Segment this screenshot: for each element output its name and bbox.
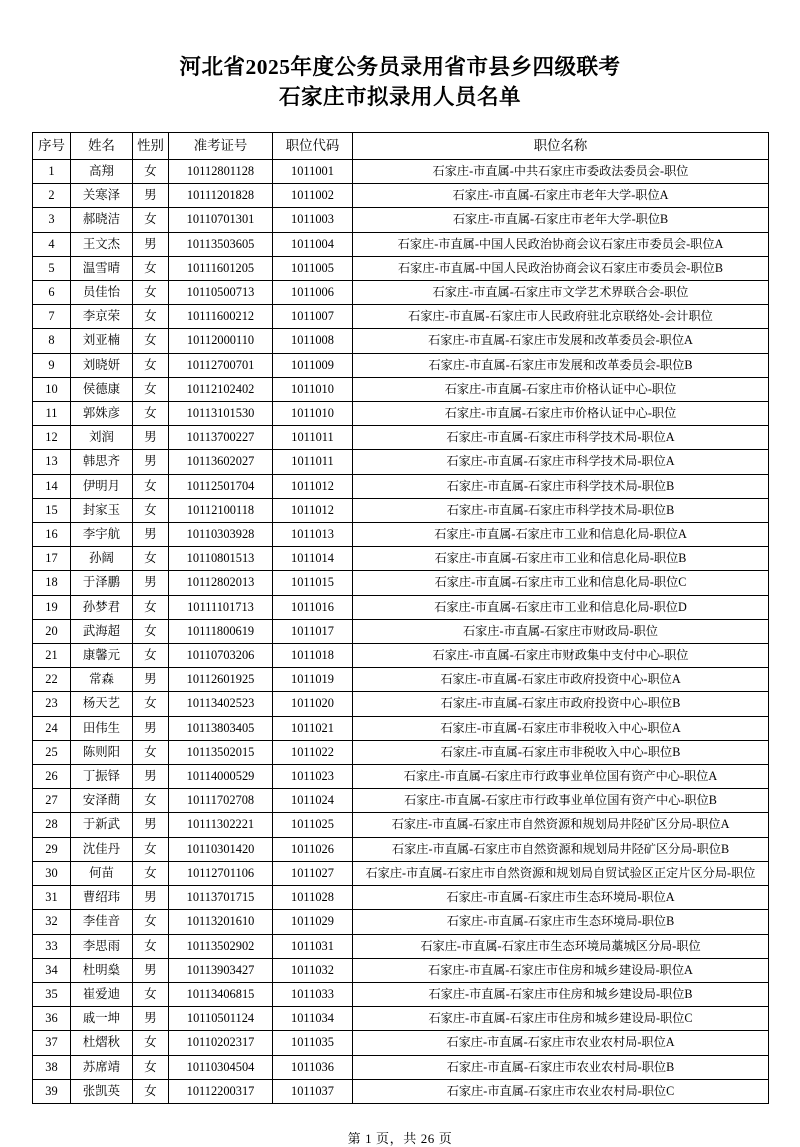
cell-name: 丁振铎 <box>71 765 133 789</box>
cell-sex: 男 <box>133 450 169 474</box>
cell-position-name: 石家庄-市直属-石家庄市发展和改革委员会-职位A <box>353 329 769 353</box>
cell-name: 田伟生 <box>71 716 133 740</box>
table-row <box>33 1055 769 1079</box>
cell-exam-no: 10110703206 <box>169 644 273 668</box>
cell-sex: 男 <box>133 523 169 547</box>
cell-seq: 9 <box>33 353 71 377</box>
cell-name: 曹绍玮 <box>71 886 133 910</box>
cell-position-code: 1011027 <box>273 861 353 885</box>
cell-name: 封家玉 <box>71 498 133 522</box>
table-row <box>33 450 769 474</box>
column-header-sex: 性别 <box>133 133 169 160</box>
cell-position-name: 石家庄-市直属-石家庄市科学技术局-职位B <box>353 498 769 522</box>
cell-position-name: 石家庄-市直属-石家庄市农业农村局-职位A <box>353 1031 769 1055</box>
cell-name: 伊明月 <box>71 474 133 498</box>
cell-sex: 女 <box>133 353 169 377</box>
cell-sex: 男 <box>133 571 169 595</box>
cell-exam-no: 10110202317 <box>169 1031 273 1055</box>
cell-position-code: 1011021 <box>273 716 353 740</box>
cell-exam-no: 10112801128 <box>169 160 273 184</box>
cell-seq: 32 <box>33 910 71 934</box>
cell-sex: 男 <box>133 232 169 256</box>
cell-exam-no: 10113201610 <box>169 910 273 934</box>
cell-sex: 男 <box>133 426 169 450</box>
table-row <box>33 184 769 208</box>
cell-name: 刘晓妍 <box>71 353 133 377</box>
cell-name: 员佳怡 <box>71 281 133 305</box>
cell-position-name: 石家庄-市直属-石家庄市生态环境局-职位B <box>353 910 769 934</box>
table-row <box>33 934 769 958</box>
cell-seq: 16 <box>33 523 71 547</box>
page-title-line-1: 河北省2025年度公务员录用省市县乡四级联考 <box>179 55 621 79</box>
cell-sex: 男 <box>133 184 169 208</box>
cell-exam-no: 10111702708 <box>169 789 273 813</box>
table-row <box>33 571 769 595</box>
table-row <box>33 861 769 885</box>
cell-exam-no: 10111101713 <box>169 595 273 619</box>
cell-exam-no: 10112100118 <box>169 498 273 522</box>
table-row <box>33 208 769 232</box>
cell-position-code: 1011009 <box>273 353 353 377</box>
cell-position-code: 1011010 <box>273 402 353 426</box>
table-row <box>33 765 769 789</box>
cell-sex: 男 <box>133 1007 169 1031</box>
cell-sex: 女 <box>133 861 169 885</box>
cell-position-name: 石家庄-市直属-石家庄市住房和城乡建设局-职位A <box>353 958 769 982</box>
cell-seq: 39 <box>33 1079 71 1103</box>
cell-name: 杜明燊 <box>71 958 133 982</box>
cell-sex: 女 <box>133 547 169 571</box>
page-title-line-2: 石家庄市拟录用人员名单 <box>278 85 521 109</box>
cell-exam-no: 10113803405 <box>169 716 273 740</box>
table-header-row <box>33 133 769 160</box>
cell-seq: 6 <box>33 281 71 305</box>
cell-exam-no: 10112601925 <box>169 668 273 692</box>
cell-exam-no: 10113101530 <box>169 402 273 426</box>
cell-sex: 女 <box>133 692 169 716</box>
cell-exam-no: 10113903427 <box>169 958 273 982</box>
cell-position-name: 石家庄-市直属-石家庄市老年大学-职位A <box>353 184 769 208</box>
cell-exam-no: 10111302221 <box>169 813 273 837</box>
cell-position-code: 1011015 <box>273 571 353 595</box>
cell-position-code: 1011026 <box>273 837 353 861</box>
cell-sex: 女 <box>133 1079 169 1103</box>
cell-position-code: 1011022 <box>273 740 353 764</box>
cell-position-code: 1011018 <box>273 644 353 668</box>
cell-name: 苏席靖 <box>71 1055 133 1079</box>
cell-exam-no: 10113402523 <box>169 692 273 716</box>
roster-table-container <box>32 132 768 1147</box>
cell-name: 温雪晴 <box>71 256 133 280</box>
cell-seq: 34 <box>33 958 71 982</box>
cell-seq: 35 <box>33 982 71 1006</box>
table-row <box>33 595 769 619</box>
cell-position-name: 石家庄-市直属-石家庄市政府投资中心-职位B <box>353 692 769 716</box>
cell-position-code: 1011032 <box>273 958 353 982</box>
cell-name: 张凯英 <box>71 1079 133 1103</box>
cell-name: 郭姝彦 <box>71 402 133 426</box>
table-row <box>33 426 769 450</box>
cell-name: 高翔 <box>71 160 133 184</box>
table-row <box>33 402 769 426</box>
cell-seq: 33 <box>33 934 71 958</box>
column-header-name: 姓名 <box>71 133 133 160</box>
cell-position-name: 石家庄-市直属-石家庄市工业和信息化局-职位C <box>353 571 769 595</box>
cell-exam-no: 10112501704 <box>169 474 273 498</box>
cell-exam-no: 10112102402 <box>169 377 273 401</box>
cell-seq: 24 <box>33 716 71 740</box>
cell-name: 孙梦君 <box>71 595 133 619</box>
cell-position-name: 石家庄-市直属-石家庄市工业和信息化局-职位B <box>353 547 769 571</box>
cell-position-name: 石家庄-市直属-石家庄市财政局-职位 <box>353 619 769 643</box>
cell-exam-no: 10110501124 <box>169 1007 273 1031</box>
cell-position-code: 1011016 <box>273 595 353 619</box>
cell-position-code: 1011025 <box>273 813 353 837</box>
cell-position-code: 1011013 <box>273 523 353 547</box>
cell-position-name: 石家庄-市直属-石家庄市文学艺术界联合会-职位 <box>353 281 769 305</box>
cell-name: 常森 <box>71 668 133 692</box>
cell-sex: 女 <box>133 595 169 619</box>
table-row <box>33 281 769 305</box>
cell-name: 安泽蔄 <box>71 789 133 813</box>
cell-seq: 1 <box>33 160 71 184</box>
cell-position-name: 石家庄-市直属-石家庄市自然资源和规划局井陉矿区分局-职位A <box>353 813 769 837</box>
cell-sex: 女 <box>133 1031 169 1055</box>
table-header <box>33 133 769 160</box>
cell-sex: 男 <box>133 958 169 982</box>
cell-name: 李宇航 <box>71 523 133 547</box>
table-row <box>33 982 769 1006</box>
cell-position-code: 1011012 <box>273 498 353 522</box>
cell-position-name: 石家庄-市直属-石家庄市非税收入中心-职位B <box>353 740 769 764</box>
cell-position-code: 1011033 <box>273 982 353 1006</box>
cell-seq: 21 <box>33 644 71 668</box>
table-row <box>33 547 769 571</box>
cell-seq: 4 <box>33 232 71 256</box>
cell-sex: 女 <box>133 789 169 813</box>
cell-exam-no: 10113700227 <box>169 426 273 450</box>
cell-position-code: 1011003 <box>273 208 353 232</box>
column-header-exam-no: 准考证号 <box>169 133 273 160</box>
cell-sex: 女 <box>133 837 169 861</box>
cell-position-name: 石家庄-市直属-石家庄市农业农村局-职位B <box>353 1055 769 1079</box>
cell-position-code: 1011020 <box>273 692 353 716</box>
cell-seq: 2 <box>33 184 71 208</box>
cell-position-name: 石家庄-市直属-石家庄市住房和城乡建设局-职位C <box>353 1007 769 1031</box>
cell-position-code: 1011001 <box>273 160 353 184</box>
cell-seq: 8 <box>33 329 71 353</box>
cell-position-code: 1011004 <box>273 232 353 256</box>
cell-position-code: 1011017 <box>273 619 353 643</box>
cell-sex: 女 <box>133 498 169 522</box>
cell-seq: 17 <box>33 547 71 571</box>
cell-exam-no: 10110801513 <box>169 547 273 571</box>
cell-seq: 25 <box>33 740 71 764</box>
column-header-position-code: 职位代码 <box>273 133 353 160</box>
cell-seq: 22 <box>33 668 71 692</box>
table-row <box>33 668 769 692</box>
cell-seq: 37 <box>33 1031 71 1055</box>
cell-position-name: 石家庄-市直属-石家庄市财政集中支付中心-职位 <box>353 644 769 668</box>
table-row <box>33 910 769 934</box>
table-row <box>33 305 769 329</box>
cell-exam-no: 10112000110 <box>169 329 273 353</box>
cell-name: 于新武 <box>71 813 133 837</box>
cell-sex: 女 <box>133 982 169 1006</box>
cell-position-code: 1011002 <box>273 184 353 208</box>
cell-position-code: 1011037 <box>273 1079 353 1103</box>
cell-position-code: 1011011 <box>273 426 353 450</box>
cell-sex: 女 <box>133 160 169 184</box>
cell-position-code: 1011024 <box>273 789 353 813</box>
cell-seq: 13 <box>33 450 71 474</box>
cell-position-code: 1011008 <box>273 329 353 353</box>
cell-position-name: 石家庄-市直属-石家庄市发展和改革委员会-职位B <box>353 353 769 377</box>
cell-seq: 15 <box>33 498 71 522</box>
cell-seq: 19 <box>33 595 71 619</box>
table-row <box>33 160 769 184</box>
table-row <box>33 232 769 256</box>
table-row <box>33 1007 769 1031</box>
table-row <box>33 256 769 280</box>
cell-name: 侯德康 <box>71 377 133 401</box>
cell-seq: 29 <box>33 837 71 861</box>
cell-name: 杨天艺 <box>71 692 133 716</box>
cell-name: 武海超 <box>71 619 133 643</box>
table-row <box>33 692 769 716</box>
cell-sex: 女 <box>133 305 169 329</box>
cell-position-name: 石家庄-市直属-石家庄市老年大学-职位B <box>353 208 769 232</box>
cell-position-code: 1011005 <box>273 256 353 280</box>
table-row <box>33 716 769 740</box>
cell-sex: 女 <box>133 474 169 498</box>
table-row <box>33 353 769 377</box>
cell-exam-no: 10113503605 <box>169 232 273 256</box>
cell-position-code: 1011010 <box>273 377 353 401</box>
table-row <box>33 813 769 837</box>
cell-sex: 女 <box>133 281 169 305</box>
cell-position-code: 1011011 <box>273 450 353 474</box>
cell-seq: 3 <box>33 208 71 232</box>
cell-position-code: 1011019 <box>273 668 353 692</box>
cell-exam-no: 10110301420 <box>169 837 273 861</box>
cell-position-code: 1011029 <box>273 910 353 934</box>
cell-seq: 26 <box>33 765 71 789</box>
cell-seq: 14 <box>33 474 71 498</box>
cell-position-name: 石家庄-市直属-石家庄市农业农村局-职位C <box>353 1079 769 1103</box>
cell-position-name: 石家庄-市直属-中共石家庄市委政法委员会-职位 <box>353 160 769 184</box>
table-body <box>33 160 769 1104</box>
cell-exam-no: 10113602027 <box>169 450 273 474</box>
cell-position-name: 石家庄-市直属-石家庄市住房和城乡建设局-职位B <box>353 982 769 1006</box>
table-row <box>33 329 769 353</box>
table-row <box>33 886 769 910</box>
cell-sex: 男 <box>133 765 169 789</box>
cell-exam-no: 10113502015 <box>169 740 273 764</box>
cell-name: 韩思齐 <box>71 450 133 474</box>
cell-sex: 女 <box>133 619 169 643</box>
cell-position-name: 石家庄-市直属-石家庄市行政事业单位国有资产中心-职位B <box>353 789 769 813</box>
cell-position-name: 石家庄-市直属-石家庄市科学技术局-职位A <box>353 426 769 450</box>
cell-name: 何苗 <box>71 861 133 885</box>
cell-sex: 男 <box>133 668 169 692</box>
cell-seq: 5 <box>33 256 71 280</box>
cell-position-name: 石家庄-市直属-石家庄市价格认证中心-职位 <box>353 377 769 401</box>
table-row <box>33 523 769 547</box>
cell-sex: 女 <box>133 934 169 958</box>
cell-position-name: 石家庄-市直属-石家庄市自然资源和规划局自贸试验区正定片区分局-职位 <box>353 861 769 885</box>
cell-position-name: 石家庄-市直属-石家庄市生态环境局-职位A <box>353 886 769 910</box>
cell-name: 于泽鹏 <box>71 571 133 595</box>
cell-exam-no: 10112700701 <box>169 353 273 377</box>
table-row <box>33 740 769 764</box>
cell-sex: 女 <box>133 208 169 232</box>
cell-position-name: 石家庄-市直属-石家庄市价格认证中心-职位 <box>353 402 769 426</box>
cell-exam-no: 10113701715 <box>169 886 273 910</box>
cell-sex: 女 <box>133 377 169 401</box>
table-row <box>33 644 769 668</box>
cell-name: 戚一坤 <box>71 1007 133 1031</box>
table-row <box>33 837 769 861</box>
roster-table <box>32 132 769 1104</box>
cell-exam-no: 10111800619 <box>169 619 273 643</box>
cell-position-code: 1011006 <box>273 281 353 305</box>
cell-position-name: 石家庄-市直属-石家庄市工业和信息化局-职位D <box>353 595 769 619</box>
page-footer: 第 1 页，共 26 页 <box>347 1130 453 1146</box>
cell-position-code: 1011035 <box>273 1031 353 1055</box>
cell-sex: 女 <box>133 644 169 668</box>
cell-exam-no: 10110701301 <box>169 208 273 232</box>
cell-position-code: 1011028 <box>273 886 353 910</box>
cell-sex: 女 <box>133 402 169 426</box>
cell-position-name: 石家庄-市直属-石家庄市生态环境局藁城区分局-职位 <box>353 934 769 958</box>
cell-sex: 女 <box>133 1055 169 1079</box>
table-row <box>33 498 769 522</box>
cell-name: 崔爱迪 <box>71 982 133 1006</box>
cell-name: 关寒泽 <box>71 184 133 208</box>
cell-sex: 男 <box>133 716 169 740</box>
cell-exam-no: 10111601205 <box>169 256 273 280</box>
cell-position-name: 石家庄-市直属-中国人民政治协商会议石家庄市委员会-职位B <box>353 256 769 280</box>
cell-name: 刘润 <box>71 426 133 450</box>
page-title <box>0 0 800 112</box>
cell-position-code: 1011036 <box>273 1055 353 1079</box>
cell-position-name: 石家庄-市直属-石家庄市科学技术局-职位A <box>353 450 769 474</box>
cell-sex: 男 <box>133 886 169 910</box>
table-row <box>33 958 769 982</box>
cell-name: 郝晓洁 <box>71 208 133 232</box>
cell-exam-no: 10113502902 <box>169 934 273 958</box>
cell-position-name: 石家庄-市直属-石家庄市人民政府驻北京联络处-会计职位 <box>353 305 769 329</box>
cell-seq: 7 <box>33 305 71 329</box>
cell-seq: 38 <box>33 1055 71 1079</box>
cell-seq: 11 <box>33 402 71 426</box>
cell-seq: 31 <box>33 886 71 910</box>
cell-position-code: 1011014 <box>273 547 353 571</box>
cell-name: 王文杰 <box>71 232 133 256</box>
cell-position-name: 石家庄-市直属-石家庄市科学技术局-职位B <box>353 474 769 498</box>
cell-seq: 10 <box>33 377 71 401</box>
cell-name: 陈则阳 <box>71 740 133 764</box>
cell-exam-no: 10112701106 <box>169 861 273 885</box>
cell-exam-no: 10112200317 <box>169 1079 273 1103</box>
cell-position-code: 1011012 <box>273 474 353 498</box>
cell-position-name: 石家庄-市直属-石家庄市非税收入中心-职位A <box>353 716 769 740</box>
cell-position-code: 1011007 <box>273 305 353 329</box>
cell-name: 李佳音 <box>71 910 133 934</box>
cell-name: 刘亚楠 <box>71 329 133 353</box>
cell-seq: 28 <box>33 813 71 837</box>
cell-position-name: 石家庄-市直属-中国人民政治协商会议石家庄市委员会-职位A <box>353 232 769 256</box>
cell-position-code: 1011034 <box>273 1007 353 1031</box>
column-header-seq: 序号 <box>33 133 71 160</box>
cell-seq: 20 <box>33 619 71 643</box>
cell-position-name: 石家庄-市直属-石家庄市行政事业单位国有资产中心-职位A <box>353 765 769 789</box>
cell-name: 康馨元 <box>71 644 133 668</box>
cell-exam-no: 10112802013 <box>169 571 273 595</box>
cell-seq: 12 <box>33 426 71 450</box>
cell-seq: 36 <box>33 1007 71 1031</box>
cell-position-code: 1011023 <box>273 765 353 789</box>
cell-exam-no: 10111600212 <box>169 305 273 329</box>
table-row <box>33 377 769 401</box>
cell-exam-no: 10110303928 <box>169 523 273 547</box>
cell-position-name: 石家庄-市直属-石家庄市政府投资中心-职位A <box>353 668 769 692</box>
cell-name: 杜熠秋 <box>71 1031 133 1055</box>
cell-exam-no: 10113406815 <box>169 982 273 1006</box>
cell-exam-no: 10114000529 <box>169 765 273 789</box>
table-row <box>33 1079 769 1103</box>
cell-name: 孙阔 <box>71 547 133 571</box>
cell-seq: 30 <box>33 861 71 885</box>
cell-sex: 女 <box>133 329 169 353</box>
cell-seq: 27 <box>33 789 71 813</box>
cell-position-code: 1011031 <box>273 934 353 958</box>
cell-position-name: 石家庄-市直属-石家庄市自然资源和规划局井陉矿区分局-职位B <box>353 837 769 861</box>
column-header-position-name: 职位名称 <box>353 133 769 160</box>
cell-name: 李京荣 <box>71 305 133 329</box>
cell-seq: 23 <box>33 692 71 716</box>
cell-sex: 女 <box>133 910 169 934</box>
cell-name: 沈佳丹 <box>71 837 133 861</box>
cell-sex: 女 <box>133 256 169 280</box>
table-row <box>33 789 769 813</box>
table-row <box>33 619 769 643</box>
cell-name: 李思雨 <box>71 934 133 958</box>
cell-exam-no: 10110500713 <box>169 281 273 305</box>
cell-seq: 18 <box>33 571 71 595</box>
cell-position-name: 石家庄-市直属-石家庄市工业和信息化局-职位A <box>353 523 769 547</box>
cell-exam-no: 10110304504 <box>169 1055 273 1079</box>
cell-sex: 女 <box>133 740 169 764</box>
cell-exam-no: 10111201828 <box>169 184 273 208</box>
cell-sex: 男 <box>133 813 169 837</box>
table-row <box>33 474 769 498</box>
table-row <box>33 1031 769 1055</box>
